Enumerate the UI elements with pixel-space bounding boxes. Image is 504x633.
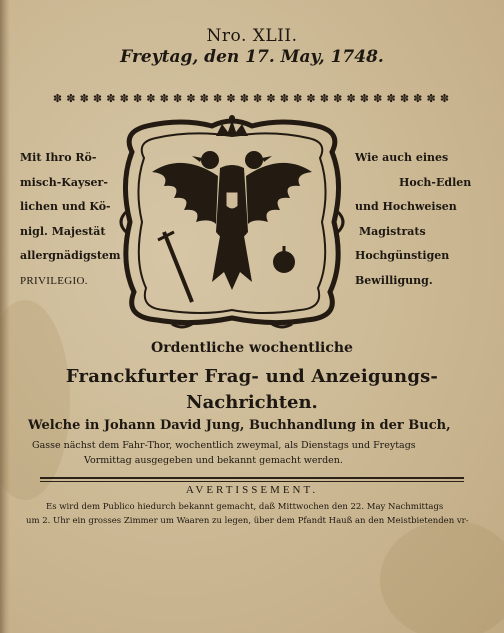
ornament-border: ✽ ✽ ✽ ✽ ✽ ✽ ✽ ✽ ✽ ✽ ✽ ✽ ✽ ✽ ✽ ✽ ✽ ✽ ✽ ✽ ✽ ✽ ✽ ✽ ✽ ✽ ✽ ✽ ✽ ✽ <box>52 92 450 105</box>
newspaper-title: Franckfurter Frag- und Anzeigungs- <box>65 366 439 387</box>
newspaper-title-continued: Nachrichten. <box>186 392 318 413</box>
issue-date: Freytag, den 17. May, 1748. <box>120 47 384 67</box>
privilege-right-line: Magistrats <box>359 224 426 238</box>
privilege-left-line: PRIVILEGIO. <box>20 274 88 287</box>
sub-heading: Ordentliche wochentliche <box>151 340 353 356</box>
paper-stain <box>380 520 504 633</box>
issue-number: Nro. XLII. <box>206 26 298 46</box>
publisher-line: Welche in Johann David Jung, Buchhandlung in der Buch, <box>28 418 451 433</box>
advertisement-text: um 2. Uhr ein grosses Zimmer um Waaren zu legen, über dem Pfandt Hauß an den Meistbietenden vr- <box>26 516 469 526</box>
privilege-left-line: nigl. Majestät <box>20 224 106 238</box>
privilege-right-line: Hoch-Edlen <box>399 175 472 189</box>
privilege-left-line: allergnädigstem <box>20 249 121 262</box>
double-headed-eagle-icon <box>112 112 352 330</box>
privilege-left-line: misch-Kayser- <box>20 175 108 189</box>
publication-info: Vormittag ausgegeben und bekannt gemacht werden. <box>84 455 343 466</box>
advertisement-heading: AVERTISSEMENT. <box>185 484 319 496</box>
privilege-right-line: Hochgünstigen <box>355 249 450 262</box>
publication-info: Gasse nächst dem Fahr-Thor, wochentlich zweymal, als Dienstags und Freytags <box>32 440 416 451</box>
advertisement-text: Es wird dem Publico hiedurch bekannt gemacht, daß Mittwochen den 22. May Nachmittags <box>46 502 444 512</box>
privilege-right-line: und Hochweisen <box>355 200 457 213</box>
privilege-left-line: lichen und Kö- <box>20 200 111 213</box>
section-divider <box>40 481 464 482</box>
privilege-right-line: Wie auch eines <box>355 151 449 164</box>
privilege-right-column <box>355 146 471 293</box>
privilege-left-column <box>20 146 121 293</box>
section-divider <box>40 477 464 479</box>
privilege-right-line: Bewilligung. <box>355 273 433 287</box>
privilege-left-line: Mit Ihro Rö- <box>20 151 97 164</box>
